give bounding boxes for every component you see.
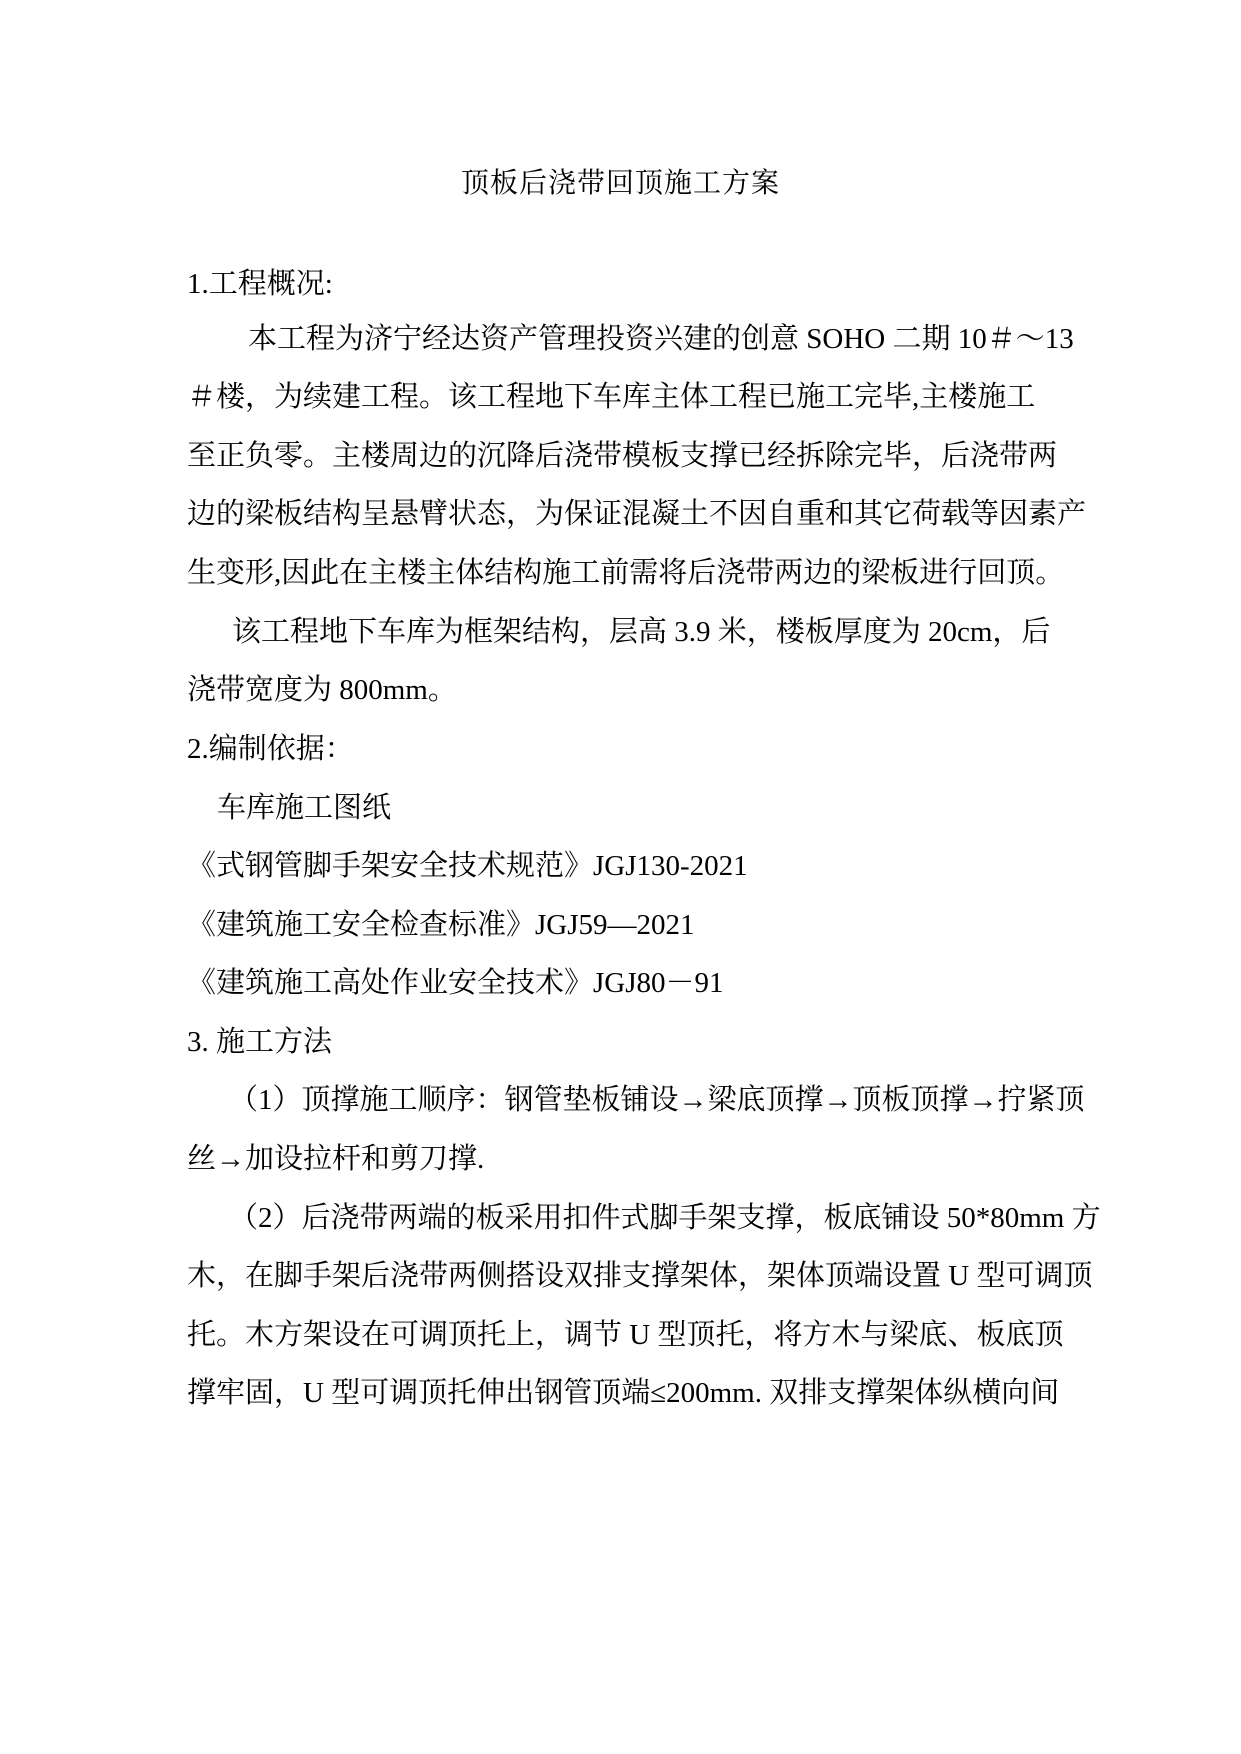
paragraph-line: （1）顶撑施工顺序：钢管垫板铺设→梁底顶撑→顶板顶撑→拧紧顶	[229, 1084, 1085, 1116]
paragraph-line: 生变形,因此在主楼主体结构施工前需将后浇带两边的梁板进行回顶。	[187, 557, 1065, 589]
paragraph-line: ＃楼，为续建工程。该工程地下车库主体工程已施工完毕,主楼施工	[187, 381, 1036, 413]
section-heading-method: 3. 施工方法	[187, 1026, 333, 1058]
paragraph-line: 木，在脚手架后浇带两侧搭设双排支撑架体，架体顶端设置 U 型可调顶	[187, 1260, 1093, 1292]
paragraph-line: 至正负零。主楼周边的沉降后浇带模板支撑已经拆除完毕，后浇带两	[187, 440, 1058, 472]
paragraph-line: 丝→加设拉杆和剪刀撑.	[187, 1143, 485, 1175]
reference-item: 《建筑施工安全检查标准》JGJ59—2021	[187, 909, 695, 941]
paragraph-line: 本工程为济宁经达资产管理投资兴建的创意 SOHO 二期 10＃～13	[248, 323, 1074, 355]
reference-item: 《建筑施工高处作业安全技术》JGJ80－91	[187, 967, 724, 999]
paragraph-line: 浇带宽度为 800mm。	[187, 674, 457, 706]
paragraph-line: 托。木方架设在可调顶托上，调节 U 型顶托，将方木与梁底、板底顶	[187, 1319, 1064, 1351]
document-title: 顶板后浇带回顶施工方案	[460, 168, 780, 199]
reference-item: 《式钢管脚手架安全技术规范》JGJ130-2021	[187, 850, 748, 882]
paragraph-line: 边的梁板结构呈悬臂状态，为保证混凝土不因自重和其它荷载等因素产	[187, 498, 1087, 530]
paragraph-line: （2）后浇带两端的板采用扣件式脚手架支撑，板底铺设 50*80mm 方	[229, 1202, 1101, 1234]
paragraph-line: 该工程地下车库为框架结构，层高 3.9 米，楼板厚度为 20cm，后	[232, 616, 1051, 648]
section-heading-basis: 2.编制依据：	[187, 733, 354, 765]
section-heading-overview: 1.工程概况:	[187, 268, 333, 300]
paragraph-line: 撑牢固，U 型可调顶托伸出钢管顶端≤200mm. 双排支撑架体纵横向间	[187, 1377, 1060, 1409]
reference-item: 车库施工图纸	[217, 792, 392, 824]
